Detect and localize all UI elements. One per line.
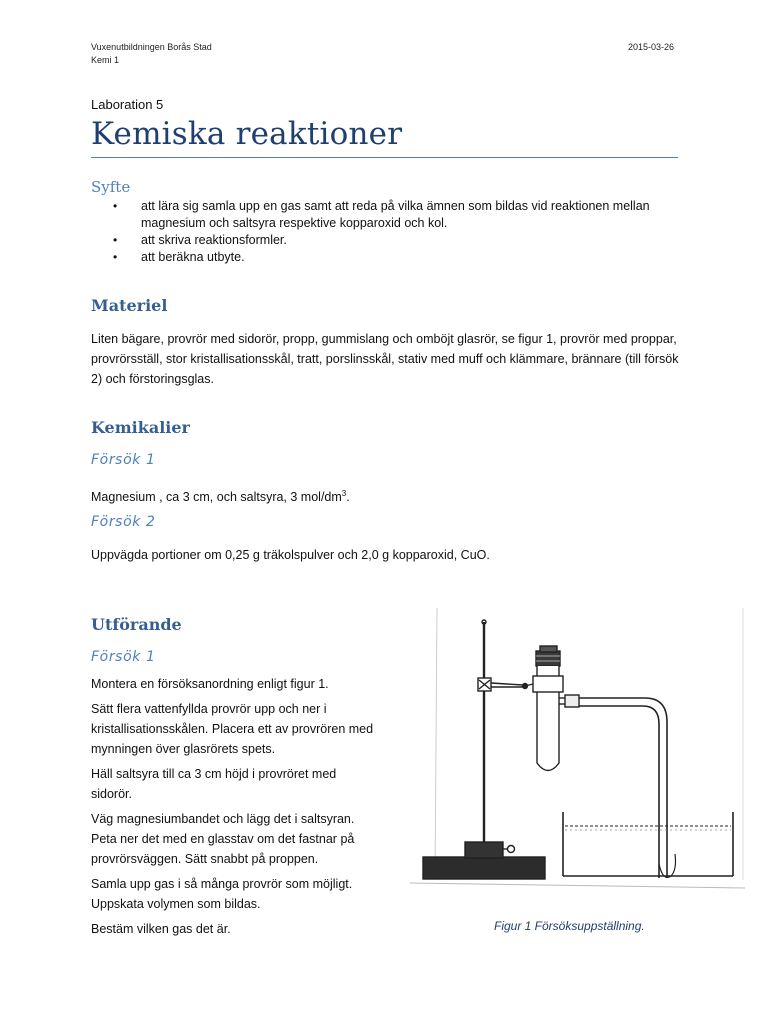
- bullet-icon: •: [113, 233, 118, 247]
- kemikalier-forsok1-heading: Försök 1: [91, 452, 156, 468]
- materiel-heading: Materiel: [91, 296, 168, 315]
- header-organization: Vuxenutbildningen Borås Stad: [91, 42, 212, 52]
- title-rule: [91, 157, 678, 158]
- syfte-heading: Syfte: [91, 178, 131, 196]
- step-paragraph: Väg magnesiumbandet och lägg det i saltsyran. Peta ner det med en glasstav om det fastnar på provrörsväggen. Sätt snabbt på proppen.: [91, 812, 355, 866]
- step-paragraph: Bestäm vilken gas det är.: [91, 922, 231, 936]
- syfte-list: [113, 198, 678, 266]
- list-item: • att beräkna utbyte.: [113, 250, 245, 264]
- figure-caption: Figur 1 Försöksuppställning.: [494, 919, 645, 933]
- bullet-icon: •: [113, 199, 118, 213]
- kemikalier-heading: Kemikalier: [91, 418, 190, 437]
- bullet-icon: •: [113, 250, 118, 264]
- utforande-forsok1-heading: Försök 1: [91, 649, 156, 665]
- kemikalier-forsok1-text: Magnesium , ca 3 cm, och saltsyra, 3 mol/$dm^3$.: [91, 489, 350, 505]
- step-paragraph: Samla upp gas i så många provrör som möjligt. Uppskata volymen som bildas.: [91, 877, 353, 911]
- apparatus-figure: [405, 598, 750, 898]
- list-item: • att lära sig samla upp en gas samt att reda på vilka ämnen som bildas vid reaktionen mellan magnesium och saltsyra respektive kopparoxid och kol.: [113, 199, 650, 230]
- utforande-heading: Utförande: [91, 615, 182, 634]
- kemikalier-forsok2-heading: Försök 2: [91, 514, 156, 530]
- kemikalier-forsok2-text: Uppvägda portioner om 0,25 g träkolspulver och 2,0 g kopparoxid, CuO.: [91, 548, 490, 562]
- step-paragraph: Montera en försöksanordning enligt figur 1.: [91, 677, 329, 691]
- header-date: 2015-03-26: [628, 42, 675, 52]
- utforande-steps: [91, 674, 376, 939]
- step-paragraph: Häll saltsyra till ca 3 cm höjd i provröret med sidorör.: [91, 767, 337, 801]
- header-course: Kemi 1: [91, 55, 120, 65]
- lab-label: Laboration 5: [91, 97, 164, 112]
- materiel-text: Liten bägare, provrör med sidorör, propp, gummislang och omböjt glasrör, se figur 1, provrör med proppar, provrörsställ, stor kristallisationsskål, tratt, porslinsskål, stativ med muff och klämmare, brännare (till försök 2) och förstoringsglas.: [91, 332, 679, 386]
- list-item: • att skriva reaktionsformler.: [113, 233, 287, 247]
- page-title: Kemiska reaktioner: [91, 116, 403, 152]
- step-paragraph: Sätt flera vattenfyllda provrör upp och ner i kristallisationsskålen. Placera ett av provrören med mynningen över glasrörets spets.: [91, 702, 374, 756]
